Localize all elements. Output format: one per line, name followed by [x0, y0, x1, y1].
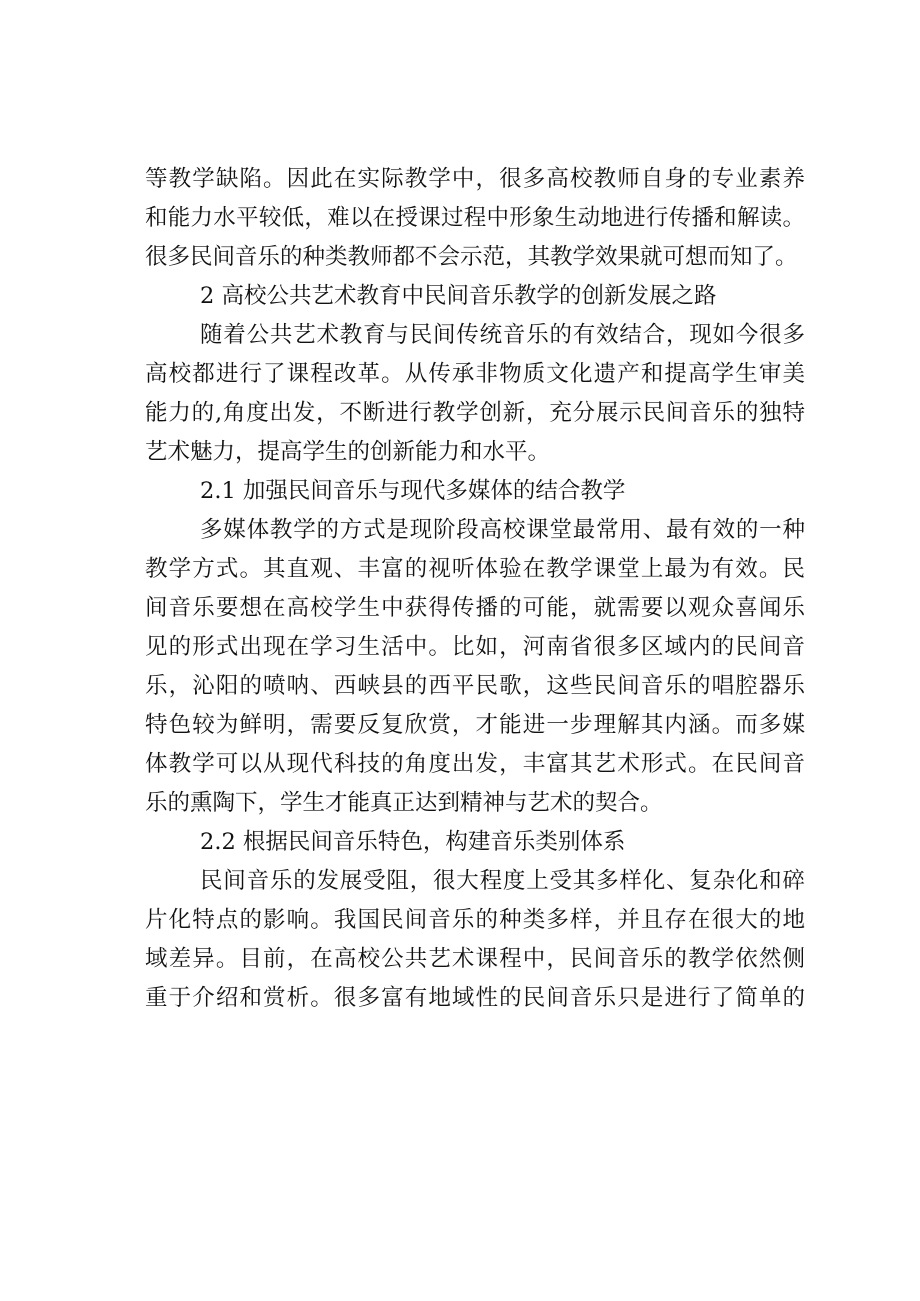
subsection-heading: 2.2 根据民间音乐特色，构建音乐类别体系 [200, 829, 626, 855]
body-text-line: 乐的熏陶下，学生才能真正达到精神与艺术的契合。 [145, 790, 663, 816]
body-text-line: 艺术魅力，提高学生的创新能力和水平。 [145, 439, 551, 465]
body-text-line: 等教学缺陷。因此在实际教学中，很多高校教师自身的专业素养 [145, 166, 805, 192]
body-text-line: 很多民间音乐的种类教师都不会示范，其教学效果就可想而知了。 [145, 244, 798, 270]
body-text-line: 乐，沁阳的喷呐、西峡县的西平民歌，这些民间音乐的唱腔器乐 [145, 673, 805, 699]
body-text-line: 教学方式。其直观、丰富的视听体验在教学课堂上最为有效。民 [145, 556, 805, 582]
body-text-line: 多媒体教学的方式是现阶段高校课堂最常用、最有效的一种 [200, 517, 805, 543]
subsection-heading: 2.1 加强民间音乐与现代多媒体的结合教学 [200, 478, 626, 504]
body-text-line: 片化特点的影响。我国民间音乐的种类多样，并且存在很大的地 [145, 907, 805, 933]
body-text-line: 能力的,角度出发，不断进行教学创新，充分展示民间音乐的独特 [145, 400, 805, 426]
body-text-line: 间音乐要想在高校学生中获得传播的可能，就需要以观众喜闻乐 [145, 595, 805, 621]
body-text-line: 随着公共艺术教育与民间传统音乐的有效结合，现如今很多 [200, 322, 805, 348]
body-text-line: 重于介绍和赏析。很多富有地域性的民间音乐只是进行了简单的 [145, 985, 805, 1011]
body-text-line: 高校都进行了课程改革。从传承非物质文化遗产和提高学生审美 [145, 361, 805, 387]
body-text-line: 民间音乐的发展受阻，很大程度上受其多样化、复杂化和碎 [200, 868, 805, 894]
body-text-line: 特色较为鲜明，需要反复欣赏，才能进一步理解其内涵。而多媒 [145, 712, 805, 738]
section-heading: 2 高校公共艺术教育中民间音乐教学的创新发展之路 [200, 283, 717, 309]
body-text-line: 体教学可以从现代科技的角度出发，丰富其艺术形式。在民间音 [145, 751, 805, 777]
body-text-line: 和能力水平较低，难以在授课过程中形象生动地进行传播和解读。 [145, 205, 805, 231]
body-text-line: 域差异。目前，在高校公共艺术课程中，民间音乐的教学依然侧 [145, 946, 805, 972]
body-text-line: 见的形式出现在学习生活中。比如，河南省很多区域内的民间音 [145, 634, 805, 660]
